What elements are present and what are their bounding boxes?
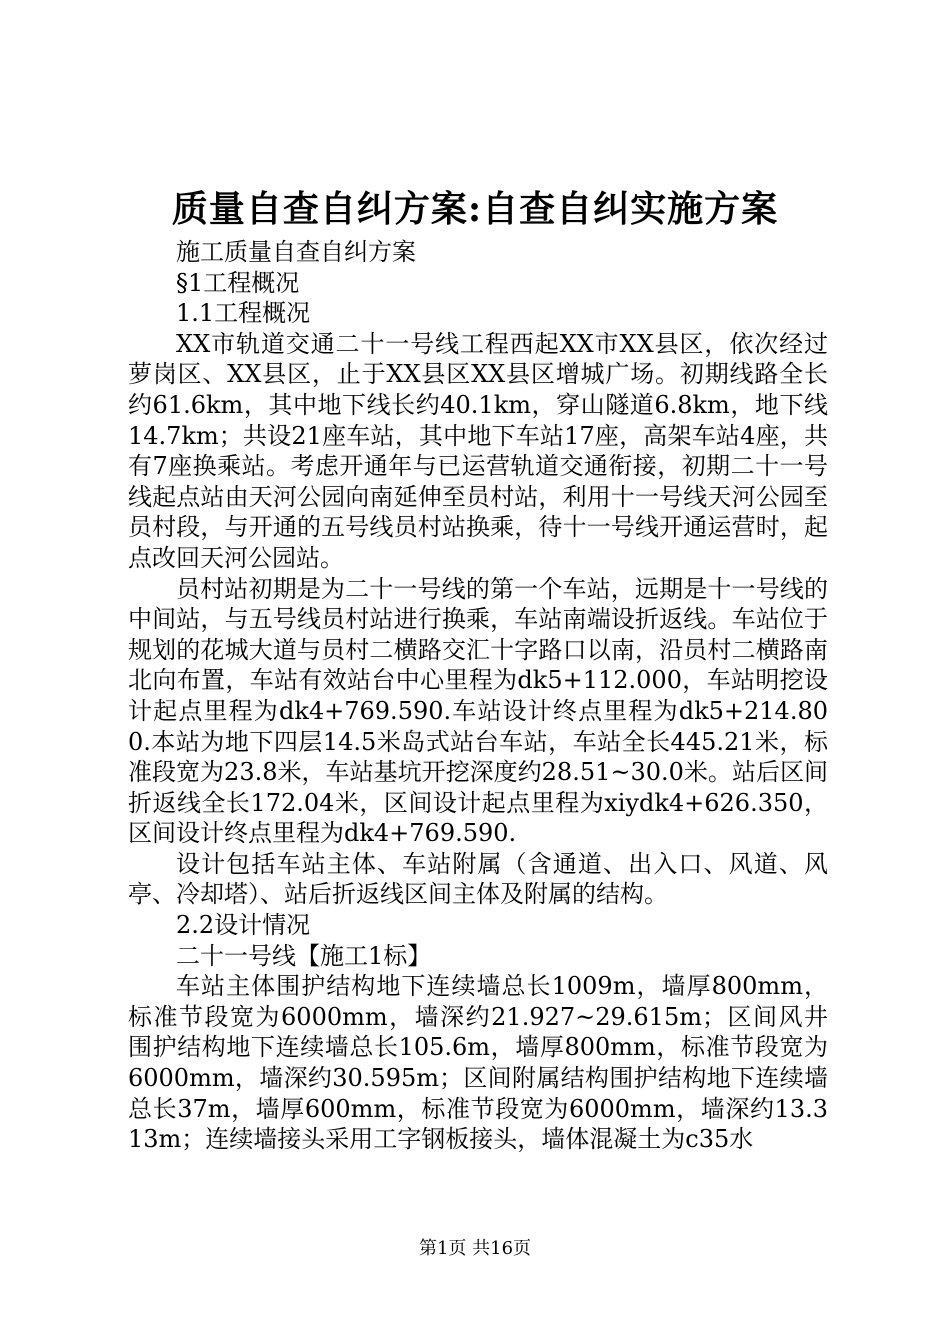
paragraph-subtitle: 施工质量自查自纠方案	[176, 238, 416, 266]
page-footer: 第1页 共16页	[418, 1238, 532, 1259]
paragraph-project-overview: XX市轨道交通二十一号线工程西起XX市XX县区，依次经过萝岗区、XX县区，止于XX县区XX县区增城广场。初期线路全长约61.6km，其中地下线长约40.1km，穿山隧道6.8km，地下线14.7km；共设21座车站，其中地下车站17座，高架车站4座，共有7座换乘站。考虑开通年与已运营轨道交通衔接，初期二十一号线起点站由天河公园向南延伸至员村站，利用十一号线天河公园至员村段，与开通的五号线员村站换乘，待十一号线开通运营时，起点改回天河公园站。	[128, 329, 828, 572]
paragraph-retaining-wall: 车站主体围护结构地下连续墙总长1009m，墙厚800mm，标准节段宽为6000mm，墙深约21.927~29.615m；区间风井围护结构地下连续墙总长105.6m，墙厚800mm，标准节段宽为6000mm，墙深约30.595m；区间附属结构围护结构地下连续墙总长37m，墙厚600mm，标准节段宽为6000mm，墙深约13.313m；连续墙接头采用工字钢板接头，墙体混凝土为c35水	[128, 972, 828, 1154]
section-heading-1: §1工程概况	[176, 268, 300, 297]
paragraph-design-scope: 设计包括车站主体、车站附属（含通道、出入口、风道、风亭、冷却塔）、站后折返线区间主体及附属的结构。	[128, 849, 828, 909]
document-title: 质量自查自纠方案:自查自纠实施方案	[171, 188, 779, 230]
paragraph-section-label: 二十一号线【施工1标】	[176, 941, 432, 970]
subsection-heading-1-1: 1.1工程概况	[176, 299, 311, 328]
document-body	[128, 237, 828, 1155]
subsection-heading-2-2: 2.2设计情况	[176, 911, 311, 940]
paragraph-station-description: 员村站初期是为二十一号线的第一个车站，远期是十一号线的中间站，与五号线员村站进行换乘，车站南端设折返线。车站位于规划的花城大道与员村二横路交汇十字路口以南，沿员村二横路南北向布置，车站有效站台中心里程为dk5+112.000，车站明挖设计起点里程为dk4+769.590.车站设计终点里程为dk5+214.800.本站为地下四层14.5米岛式站台车站，车站全长445.21米，标准段宽为23.8米，车站基坑开挖深度约28.51~30.0米。站后区间折返线全长172.04米，区间设计起点里程为xiydk4+626.350，区间设计终点里程为dk4+769.590.	[128, 574, 828, 848]
